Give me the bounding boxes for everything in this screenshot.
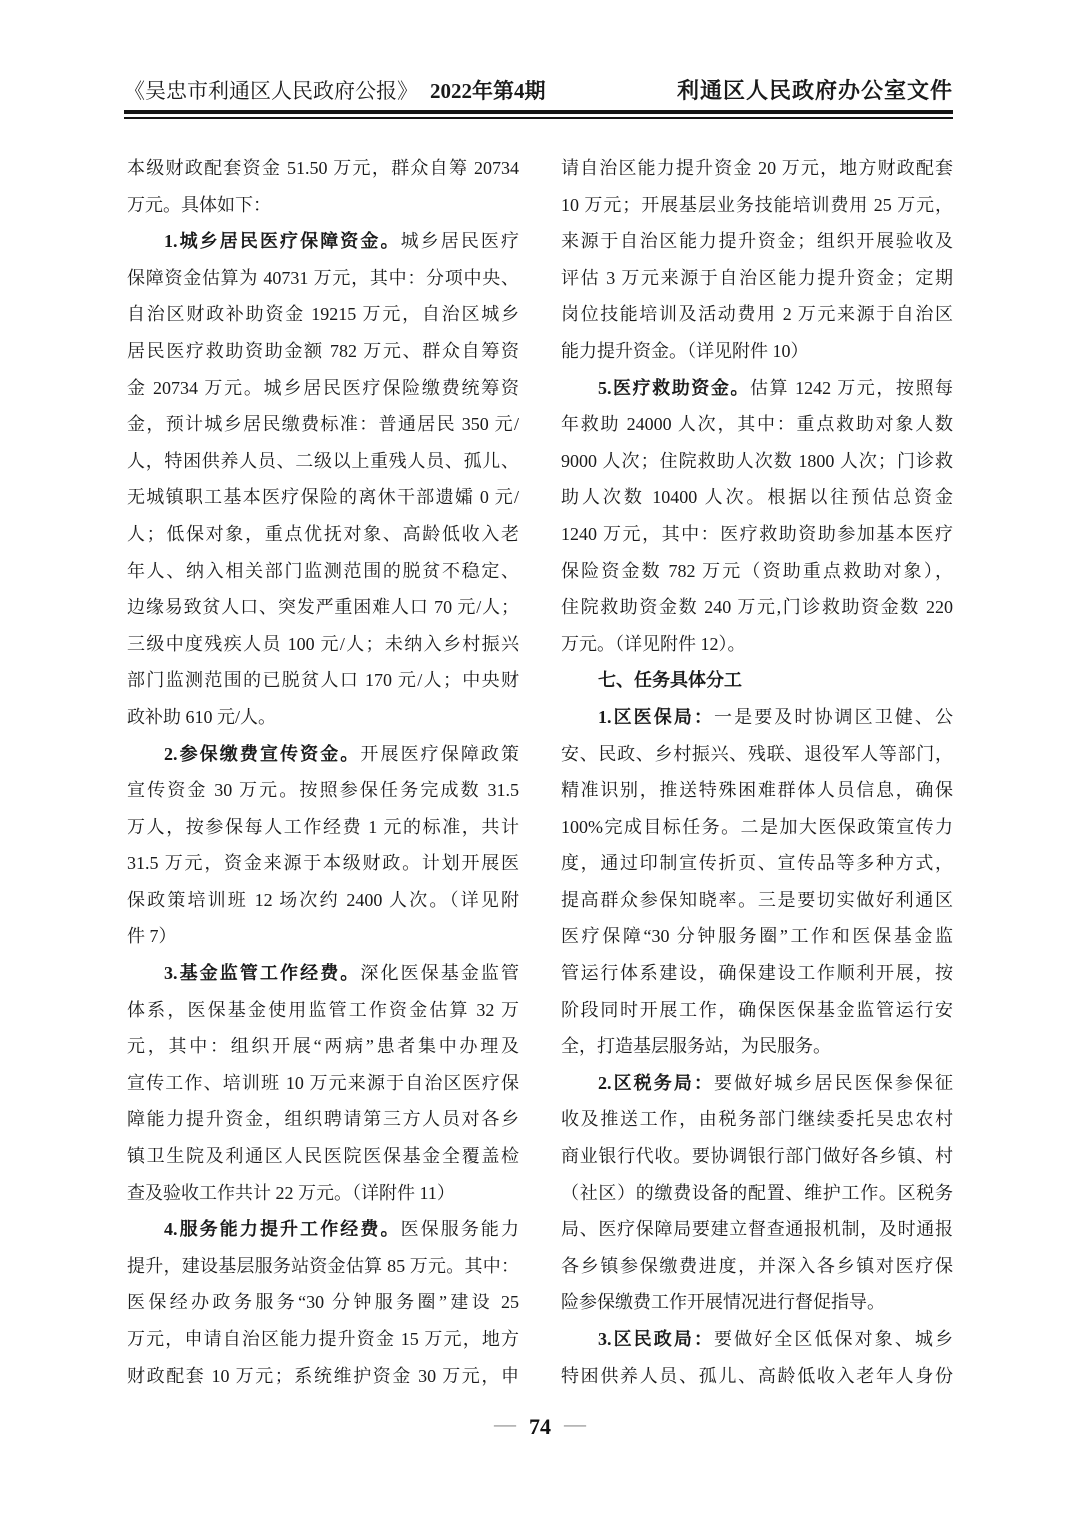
text-line: [127, 992, 519, 1029]
line-text: 精准识别，推送特殊困难群体人员信息，确保: [561, 780, 953, 801]
right-column: [561, 150, 953, 1394]
text-line: [127, 553, 519, 590]
text-line: [127, 1028, 519, 1065]
line-text: 保障资金估算为 40731 万元，其中：分项中央、: [127, 267, 519, 288]
text-line: [127, 1101, 519, 1138]
line-text: 全，打造基层服务站，为民服务。: [561, 1036, 831, 1057]
text-line: [561, 1065, 953, 1102]
line-text: 居民医疗救助资助金额 782 万元、群众自筹资: [127, 340, 519, 361]
line-text: 商业银行代收。要协调银行部门做好各乡镇、村: [561, 1146, 953, 1167]
text-line: [561, 150, 953, 187]
line-text: 三级中度残疾人员 100 元/人；未纳入乡村振兴: [127, 633, 519, 654]
line-text: 请自治区能力提升资金 20 万元，地方财政配套: [561, 158, 953, 178]
text-line: [561, 516, 953, 553]
line-text: 部门监测范围的已脱贫人口 170 元/人；中央财: [127, 670, 519, 691]
line-text: 要做好全区低保对象、城乡: [714, 1329, 954, 1349]
line-text: 开展医疗保障政策: [360, 743, 520, 764]
line-text: 来源于自治区能力提升资金；组织开展验收及: [561, 231, 953, 252]
section-heading: 1.区医保局：: [598, 706, 715, 727]
line-text: 自治区财政补助资金 19215 万元，自治区城乡: [127, 304, 519, 325]
text-line: [127, 809, 519, 846]
line-text: 保险资金数 782 万元（资助重点救助对象），: [561, 560, 953, 581]
line-text: 万元，申请自治区能力提升资金 15 万元，地方: [127, 1329, 519, 1349]
text-line: [561, 1321, 953, 1358]
line-text: 估算 1242 万元，按照每: [749, 377, 954, 398]
line-text: 年救助 24000 人次，其中：重点救助对象人数: [561, 414, 953, 435]
line-text: 年人、纳入相关部门监测范围的脱贫不稳定、: [127, 560, 519, 581]
line-text: 能力提升资金。（详见附件 10）: [561, 340, 809, 361]
line-text: 深化医保基金监管: [360, 963, 520, 984]
line-text: 元，其中：组织开展“两病”患者集中办理及: [127, 1036, 519, 1057]
text-line: [561, 1211, 953, 1248]
text-line: [127, 260, 519, 297]
text-line: [561, 443, 953, 480]
text-line: [561, 736, 953, 773]
line-text: 管运行体系建设，确保建设工作顺利开展，按: [561, 963, 953, 984]
section-heading: 3.区民政局：: [598, 1329, 715, 1349]
line-text: 万人，按参保每人工作经费 1 元的标准，共计: [127, 816, 519, 837]
page-number-dash-right: —: [564, 1411, 586, 1436]
section-heading: 1.城乡居民医疗保障资金。: [164, 231, 401, 252]
line-text: 查及验收工作共计 22 万元。（详附件 11）: [127, 1182, 455, 1203]
line-text: 安、民政、乡村振兴、残联、退役军人等部门，: [561, 743, 953, 764]
page-footer: [127, 1412, 953, 1442]
text-line: [561, 955, 953, 992]
line-text: 特困供养人员、孤儿、高龄低收入老年人身份: [561, 1365, 953, 1386]
line-text: 9000 人次；住院救助人次数 1800 人次；门诊救: [561, 450, 953, 471]
text-line: [561, 992, 953, 1029]
left-column: [127, 150, 519, 1394]
separator-thin-rule: [124, 117, 953, 119]
text-line: [561, 479, 953, 516]
line-text: 险参保缴费工作开展情况进行督促指导。: [561, 1292, 885, 1313]
section-heading: 3.基金监管工作经费。: [164, 963, 361, 984]
page-number: 74: [529, 1414, 551, 1439]
text-line: [127, 882, 519, 919]
text-line: [127, 333, 519, 370]
line-text: 边缘易致贫人口、突发严重困难人口 70 元/人；: [127, 597, 519, 618]
text-line: [127, 662, 519, 699]
text-line: [561, 1138, 953, 1175]
text-line: [561, 882, 953, 919]
line-text: 人；低保对象，重点优抚对象、高龄低收入老: [127, 523, 519, 544]
text-line: [561, 187, 953, 224]
line-text: 评估 3 万元来源于自治区能力提升资金；定期: [561, 267, 953, 288]
document-body: [127, 150, 953, 1394]
line-text: 无城镇职工基本医疗保险的离休干部遗孀 0 元/: [127, 487, 519, 508]
text-line: [561, 1358, 953, 1395]
gazette-title-area: [124, 78, 546, 104]
line-text: 局、医疗保障局要建立督查通报机制，及时通报: [561, 1219, 953, 1240]
line-text: 要做好城乡居民医保参保征: [714, 1072, 954, 1093]
text-line: [127, 1175, 519, 1212]
line-text: 提高群众参保知晓率。三是要切实做好利通区: [561, 889, 953, 910]
text-line: [561, 699, 953, 736]
text-line: [561, 1284, 953, 1321]
text-line: [127, 370, 519, 407]
text-line: [127, 1211, 519, 1248]
line-text: （社区）的缴费设备的配置、维护工作。区税务: [561, 1182, 953, 1203]
text-line: [127, 772, 519, 809]
section-heading: 4.服务能力提升工作经费。: [164, 1219, 401, 1240]
line-text: 障能力提升资金，组织聘请第三方人员对各乡: [127, 1109, 519, 1130]
line-text: 万元。具体如下：: [127, 194, 271, 215]
text-line: [561, 553, 953, 590]
line-text: 住院救助资金数 240 万元,门诊救助资金数 220: [561, 597, 953, 618]
line-text: 1240 万元，其中：医疗救助资助参加基本医疗: [561, 523, 953, 544]
text-line: [127, 1138, 519, 1175]
line-text: 31.5 万元，资金来源于本级财政。计划开展医: [127, 853, 519, 874]
text-line: [561, 845, 953, 882]
text-line: [127, 406, 519, 443]
line-text: 镇卫生院及利通区人民医院医保基金全覆盖检: [127, 1146, 519, 1167]
page-header: [124, 78, 953, 104]
line-text: 度，通过印制宣传折页、宣传品等多种方式，: [561, 853, 953, 874]
text-line: [561, 406, 953, 443]
text-line: [127, 443, 519, 480]
text-line: [561, 1028, 953, 1065]
text-line: [127, 187, 519, 224]
text-line: [561, 223, 953, 260]
office-document-label: 利通区人民政府办公室文件: [676, 78, 953, 103]
line-text: 财政配套 10 万元；系统维护资金 30 万元，申: [127, 1365, 519, 1386]
text-line: [561, 296, 953, 333]
section-heading: 5.医疗救助资金。: [598, 377, 750, 398]
gazette-issue: 2022年第4期: [430, 79, 546, 103]
text-line: [561, 333, 953, 370]
line-text: 本级财政配套资金 51.50 万元，群众自筹 20734: [127, 158, 519, 178]
text-line: [561, 772, 953, 809]
line-text: 医疗保障“30 分钟服务圈”工作和医保基金监: [561, 926, 953, 947]
line-text: 件 7）: [127, 926, 177, 947]
line-text: 体系，医保基金使用监管工作资金估算 32 万: [127, 999, 519, 1020]
line-text: 政补助 610 元/人。: [127, 706, 277, 727]
line-text: 保政策培训班 12 场次约 2400 人次。（详见附: [127, 889, 519, 910]
line-text: 提升，建设基层服务站资金估算 85 万元。其中：: [127, 1255, 519, 1276]
text-line: [561, 589, 953, 626]
text-line: [127, 223, 519, 260]
text-line: [127, 1248, 519, 1285]
text-line: [127, 845, 519, 882]
text-line: [127, 699, 519, 736]
text-line: [127, 296, 519, 333]
line-text: 金，预计城乡居民缴费标准：普通居民 350 元/: [127, 414, 519, 435]
text-line: [127, 479, 519, 516]
text-line: [561, 1175, 953, 1212]
line-text: 宣传工作、培训班 10 万元来源于自治区医疗保: [127, 1072, 519, 1093]
line-text: 10 万元；开展基层业务技能培训费用 25 万元，: [561, 194, 953, 215]
line-text: 城乡居民医疗: [400, 231, 520, 252]
line-text: 收及推送工作，由税务部门继续委托吴忠农村: [561, 1109, 953, 1130]
line-text: 100%完成目标任务。二是加大医保政策宣传力: [561, 816, 953, 837]
text-line: [127, 1321, 519, 1358]
gazette-title: 《吴忠市利通区人民政府公报》: [124, 79, 418, 103]
separator-thick-rule: [124, 110, 953, 114]
text-line: [561, 626, 953, 663]
line-text: 一是要及时协调区卫健、公: [714, 706, 954, 727]
text-line: [127, 516, 519, 553]
line-text: 助人次数 10400 人次。根据以往预估总资金: [561, 487, 953, 508]
text-line: [561, 370, 953, 407]
header-separator: [124, 110, 953, 119]
text-line: [127, 626, 519, 663]
text-line: [127, 1284, 519, 1321]
text-line: [127, 955, 519, 992]
text-line: [561, 1248, 953, 1285]
section-heading: 2.参保缴费宣传资金。: [164, 743, 361, 764]
line-text: 宣传资金 30 万元。按照参保任务完成数 31.5: [127, 780, 519, 801]
text-line: [127, 1358, 519, 1395]
section-heading: 2.区税务局：: [598, 1072, 715, 1093]
line-text: 各乡镇参保缴费进度，并深入各乡镇对医疗保: [561, 1255, 953, 1276]
line-text: 阶段同时开展工作，确保医保基金监管运行安: [561, 999, 953, 1020]
section-heading: 七、任务具体分工: [598, 670, 742, 691]
line-text: 岗位技能培训及活动费用 2 万元来源于自治区: [561, 304, 953, 325]
line-text: 人，特困供养人员、二级以上重残人员、孤儿、: [127, 450, 519, 471]
text-line: [561, 662, 953, 699]
text-line: [127, 1065, 519, 1102]
line-text: 金 20734 万元。城乡居民医疗保险缴费统筹资: [127, 377, 519, 398]
line-text: 医保经办政务服务“30 分钟服务圈”建设 25: [127, 1292, 519, 1313]
text-line: [127, 589, 519, 626]
line-text: 医保服务能力: [400, 1219, 520, 1240]
text-line: [561, 260, 953, 297]
text-line: [561, 1101, 953, 1138]
text-line: [127, 150, 519, 187]
text-line: [127, 918, 519, 955]
page-number-dash-left: —: [494, 1411, 516, 1436]
line-text: 万元。（详见附件 12）。: [561, 633, 746, 654]
text-line: [561, 809, 953, 846]
text-line: [561, 918, 953, 955]
text-line: [127, 736, 519, 773]
